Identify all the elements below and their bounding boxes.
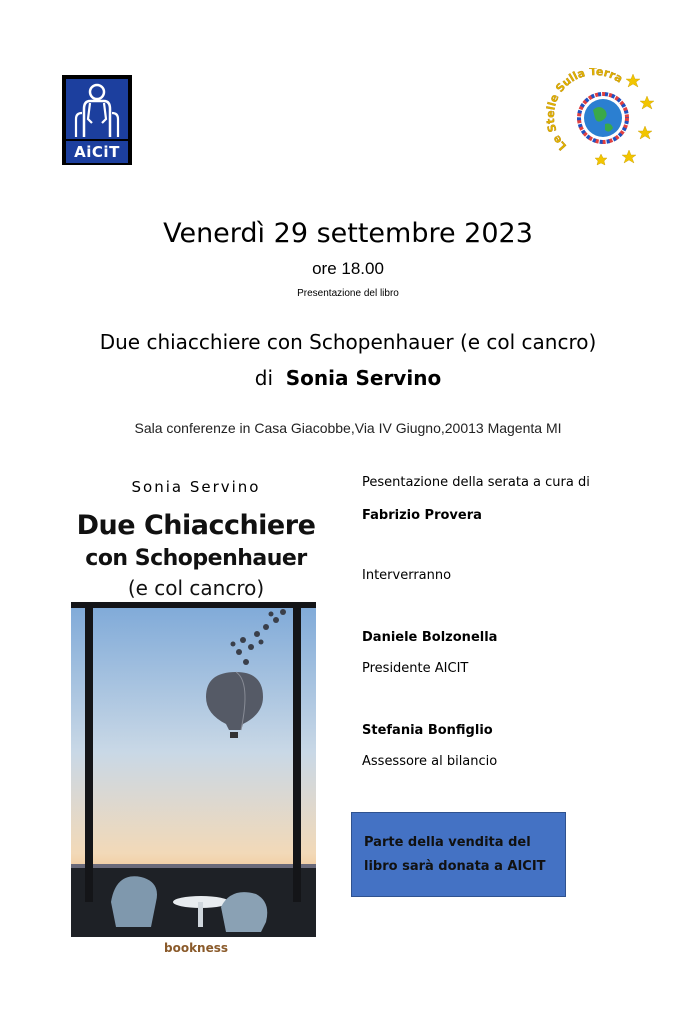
cover-title-line3: (e col cancro) [127, 576, 265, 600]
presenter-intro: Pesentazione della serata a cura di [362, 475, 590, 490]
speaker-name: Stefania Bonfiglio [362, 723, 493, 738]
book-title: Due chiacchiere con Schopenhauer (e col cancro) [99, 330, 597, 354]
cover-publisher: bookness [163, 941, 229, 955]
event-date: Venerdì 29 settembre 2023 [163, 218, 533, 249]
venue: Sala conferenze in Casa Giacobbe,Via IV Giugno,20013 Magenta MI [134, 420, 562, 436]
aicit-figure-icon [66, 79, 128, 139]
author-name: Sonia Servino [285, 366, 442, 390]
stelle-logo-text: Le Stelle Sulla Terra [545, 68, 626, 153]
cover-author: Sonia Servino [131, 478, 261, 496]
cover-title-line1: Due Chiacchiere [76, 510, 316, 541]
aicit-logo-text: AiCiT [66, 141, 128, 163]
aicit-logo [62, 75, 132, 165]
author-prefix: di [254, 366, 274, 390]
donation-box [351, 812, 566, 897]
speaker-name: Daniele Bolzonella [362, 630, 498, 645]
speaker-role: Presidente AICIT [362, 661, 469, 676]
speaker-role: Assessore al bilancio [362, 754, 498, 769]
cover-illustration [71, 602, 316, 937]
donation-line2: libro sarà donata a AICIT [364, 859, 546, 874]
donation-line1: Parte della vendita del [364, 835, 531, 850]
stelle-sulla-terra-logo [545, 68, 657, 168]
book-cover [66, 470, 326, 960]
event-intro: Presentazione del libro [297, 288, 399, 299]
speakers-label: Interverranno [362, 568, 452, 583]
event-time: ore 18.00 [312, 259, 384, 278]
book-author-line [0, 366, 696, 390]
presenter-name: Fabrizio Provera [362, 508, 482, 523]
cover-title-line2: con Schopenhauer [85, 546, 307, 571]
